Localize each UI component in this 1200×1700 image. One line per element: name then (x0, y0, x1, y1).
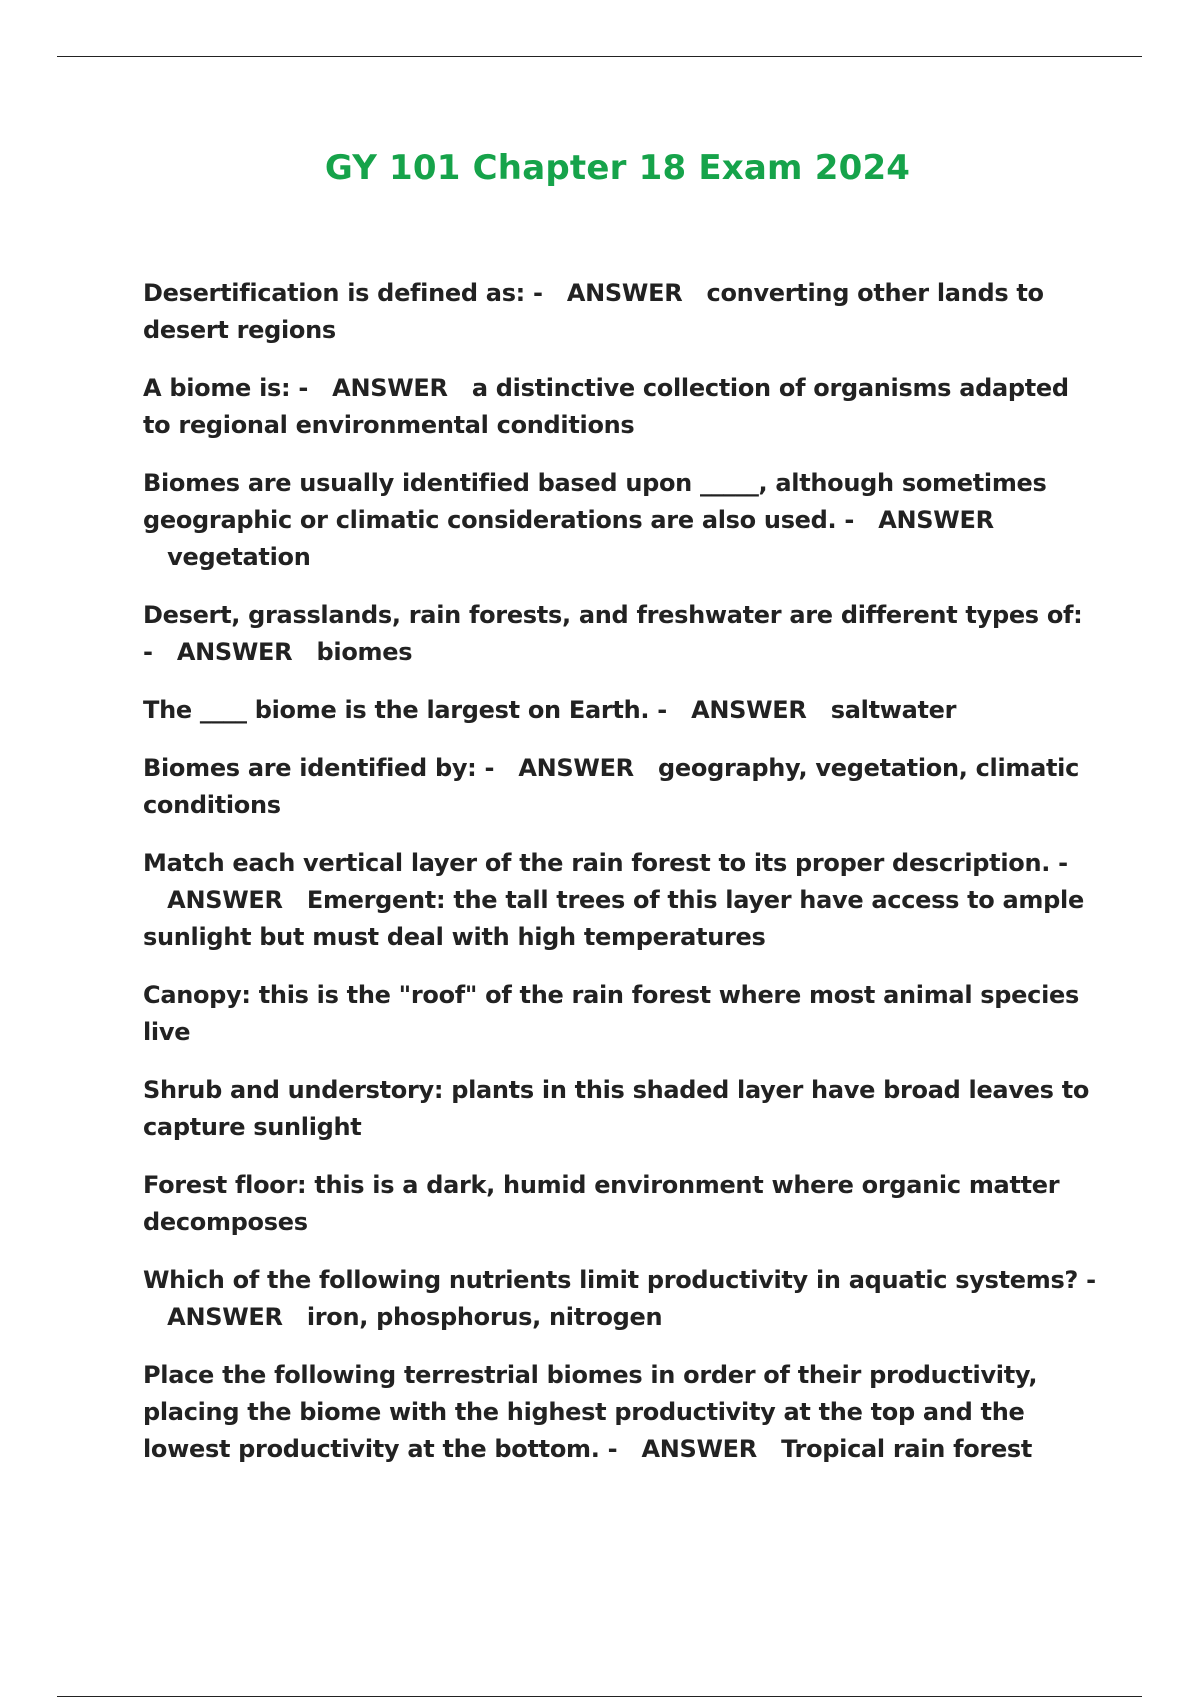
answer-label: ANSWER (641, 1435, 757, 1463)
question-text: Biomes are usually identified based upon _____, although sometimes geographic or climatic considerations are also used. - (143, 469, 1047, 534)
answer-label: ANSWER (566, 279, 683, 307)
answer-text: Tropical rain forest (781, 1435, 1033, 1463)
qa-item-4 (143, 597, 1098, 671)
qa-item-10: Forest floor: this is a dark, humid environment where organic matter decomposes (143, 1171, 1060, 1236)
answer-text: geography, vegetation, climatic conditions (143, 754, 1080, 819)
answer-label: ANSWER (691, 696, 807, 724)
answer-text: saltwater (830, 696, 957, 724)
qa-list (143, 275, 1098, 1489)
qa-item-3 (143, 465, 1098, 576)
qa-item-2 (143, 370, 1098, 444)
question-text: Biomes are identified by: - (143, 754, 495, 782)
answer-text: converting other lands to desert regions (143, 279, 1044, 344)
answer-text: a distinctive collection of organisms adapted to regional environmental conditions (143, 374, 1069, 439)
qa-item-1 (143, 275, 1098, 349)
question-text: Desertification is defined as: - (143, 279, 543, 307)
qa-item-9: Shrub and understory: plants in this shaded layer have broad leaves to capture sunlight (143, 1076, 1090, 1141)
answer-label: ANSWER (332, 374, 448, 402)
qa-item-6 (143, 750, 1098, 824)
top-rule (57, 56, 1142, 57)
page-title: GY 101 Chapter 18 Exam 2024 (324, 148, 911, 188)
answer-text: iron, phosphorus, nitrogen (306, 1303, 663, 1331)
question-text: Which of the following nutrients limit productivity in aquatic systems? - (143, 1266, 1096, 1294)
question-text: A biome is: - (143, 374, 308, 402)
qa-item-12 (143, 1357, 1098, 1468)
answer-label: ANSWER (176, 638, 293, 666)
answer-label: ANSWER (878, 506, 994, 534)
answer-label: ANSWER (167, 1303, 283, 1331)
question-text: Match each vertical layer of the rain forest to its proper description. - (143, 849, 1068, 877)
bottom-rule (57, 1696, 1142, 1697)
answer-label: ANSWER (518, 754, 634, 782)
question-text: The ____ biome is the largest on Earth. - (143, 696, 667, 724)
answer-text: biomes (316, 638, 413, 666)
qa-item-5 (143, 692, 1098, 729)
answer-label: ANSWER (167, 886, 283, 914)
qa-item-7 (143, 845, 1098, 956)
qa-item-8: Canopy: this is the "roof" of the rain forest where most animal species live (143, 981, 1079, 1046)
qa-item-11 (143, 1262, 1098, 1336)
question-text: Place the following terrestrial biomes in order of their productivity, placing the biome with the highest productivity at the top and the lowest productivity at the bottom. - (143, 1361, 1038, 1463)
answer-text: Emergent: the tall trees of this layer have access to ample sunlight but must deal with high temperatures (143, 886, 1084, 951)
question-text: Desert, grasslands, rain forests, and freshwater are different types of: - (143, 601, 1083, 666)
answer-text: vegetation (167, 543, 311, 571)
